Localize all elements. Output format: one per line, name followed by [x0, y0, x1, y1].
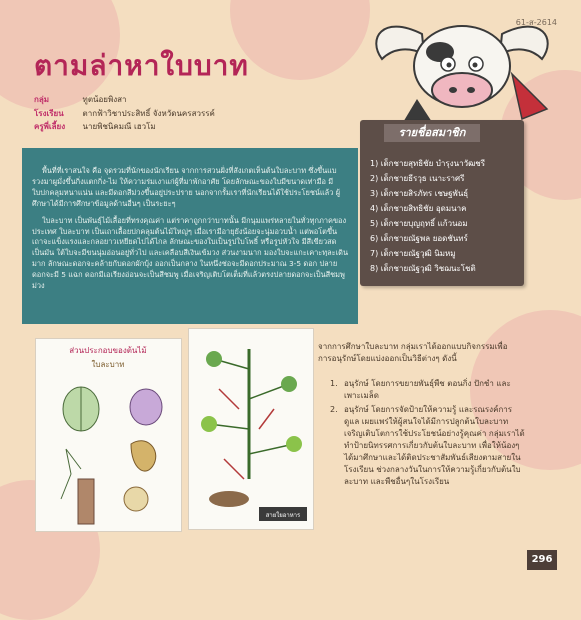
activities-list [330, 378, 525, 490]
sketch-subtitle: ใบละบาท [91, 360, 125, 369]
member-item: 1) เด็กชายสุทธิชัย บำรุงนาวัฒชรี [370, 159, 486, 168]
activities-intro: จากการศึกษาใบละบาท กลุ่มเราได้ออกแบบกิจกรรมเพื่อการอนุรักษ์โดยแบ่งออกเป็นวิธีต่างๆ ดังนี้ [318, 342, 508, 363]
activity-text: อนุรักษ์ โดยการจัดป้ายให้ความรู้ และรณรงค์การดูแล เผยแพร่ให้ผู้สนใจได้มีการปลูกต้นใบละบาท เจริญเติบโตการใช้ประโยชน์อย่างรู้คุณค่า กลุ่มเราได้ทำป้ายนิทรรศการเกี่ยวกับต้นใบละบาท เพื่อให้น้องๆได้มาศึกษาและได้ติดประชาสัมพันธ์เสียงตามสายในโรงเรียน ช่วงกลางวันในการให้ความรู้เกี่ยวกับต้นใบละบาท และพืชอื่นๆในโรงเรียน [344, 405, 525, 486]
member-item: 2) เด็กชายธีรวุธ เนาะราศรี [370, 174, 465, 183]
info-value: ทูตน้อยพิงสา [82, 95, 127, 104]
page-number: 296 [527, 550, 557, 570]
page-title: ตามล่าหาใบบาท [34, 49, 249, 82]
members-panel [360, 120, 524, 286]
info-row-teacher [34, 120, 215, 134]
member-item: 4) เด็กชายสิทธิชัย อุดมนาค [370, 204, 467, 213]
plant-anatomy-sketch [35, 338, 182, 532]
description-box [22, 148, 358, 324]
info-row-group [34, 93, 215, 107]
plant-drawing-icon [36, 339, 181, 531]
activity-number: 2. [330, 405, 338, 414]
info-label: ครูพี่เลี้ยง [34, 122, 66, 131]
member-item: 6) เด็กชายณัฐพล ยอดชันทร์ [370, 234, 468, 243]
background-flower [230, 0, 370, 80]
info-value: ตากฟ้าวิชาประสิทธิ์ จังหวัดนครสวรรค์ [82, 108, 215, 118]
member-item: 3) เด็กชายสิรภัทร เชษฐพันธุ์ [370, 189, 469, 198]
info-label: กลุ่ม [34, 95, 50, 104]
info-label: โรงเรียน [34, 108, 64, 118]
description-paragraph: ใบละบาท เป็นพันธุ์ไม้เลื้อยที่ทรงคุณค่า แต่ราคาถูกกว่าบาทนั้น มีกนุมแพร่หลายในทั่วทุกภาคของประเทศ ใบละบาท เป็นเถาเลื้อยปกคลุมต้นไม้ใหญ่ๆ เมื่อเรามีอายุยังน้อยจะนุ่มอวบน้ำ แต่พอโตขึ้น เถาจะแข็งแรงและกลอยาวเหยียดไปได้ไกล ลักษณะของใบเป็นรูปใบโพธิ์ หรือรูปหัวใจ มีสีเขียวสดเป็นมัน ใต้ใบจะมีขนนุ่มอ่อนอยู่ทั่วไป และเคลือบสีเงินเข้มวง ส่วนงามนาก มองใบจะแกะเคาะทฺละเดินมาก ลักษณะดอกจะคล้ายกับดอกผักบุ้ง ออกเป็นกลาง ในหนึ่งช่อจะมีดอกประมาณ 3-5 ดอก ปลายดอกจะมี 5 แฉก ดอกมีเอเรียงอ่อนจะเป็นสีชมพู เมื่อเจริญเติบโตเต็มที่แล้วตรงปลายดอกจะเป็นสีชมพูม่วง [32, 215, 349, 291]
sketch-title: ส่วนประกอบของต้นไม้ [69, 346, 147, 355]
activity-item [330, 404, 525, 488]
info-value: นายพิชนิคมณี เฮวโม [82, 122, 156, 131]
member-item: 5) เด็กชายบุญฤทธิ์ แก้วนอม [370, 219, 468, 228]
activity-item [330, 378, 525, 402]
activity-number: 1. [330, 379, 338, 388]
sketch-caption: สายใยอาหาร [265, 512, 301, 519]
group-info [34, 93, 215, 134]
description-paragraph: พื้นที่ที่เราสนใจ คือ จุดรวมที่นักของนักเรียน จากการสวนฝั่งที่สังเกตเห็นต้นใบละบาท ซึ่งขึ้นแบรวงมาผูมั่งขึ้นกิ่งแตกกิ่ง-ไม ให้ความร่มเงาแก่ผู้ที่มาพักอาศัย โดยลักษณะของใบมีขนาดเท่ามือ มีใบปกคลุมหนาแน่น และมีดอกสีม่วงขึ้นอยู่ประปราย นอกจากรั้มเราที่นักเรียนได้ใช้ประโยชน์แล้ว ผู้ศึกษาได้มีการศึกษาข้อมูลด้านอื่นๆ เป็นระยะๆ [32, 166, 341, 208]
food-web-drawing-icon [189, 329, 313, 529]
members-title: รายชื่อสมาชิก [384, 124, 480, 142]
activity-text: อนุรักษ์ โดยการขยายพันธุ์พืช ตอนกิ่ง ปักชำ และเพาะเมล็ด [344, 379, 511, 400]
members-list [370, 156, 485, 276]
member-item: 8) เด็กชายณัฐวุฒิ วิชฌนะโชติ [370, 264, 476, 273]
info-row-school [34, 107, 215, 121]
document-code: 61-ส-2614 [515, 18, 557, 27]
food-web-sketch [188, 328, 314, 530]
member-item: 7) เด็กชายณัฐวุฒิ นิมหมู [370, 249, 456, 258]
